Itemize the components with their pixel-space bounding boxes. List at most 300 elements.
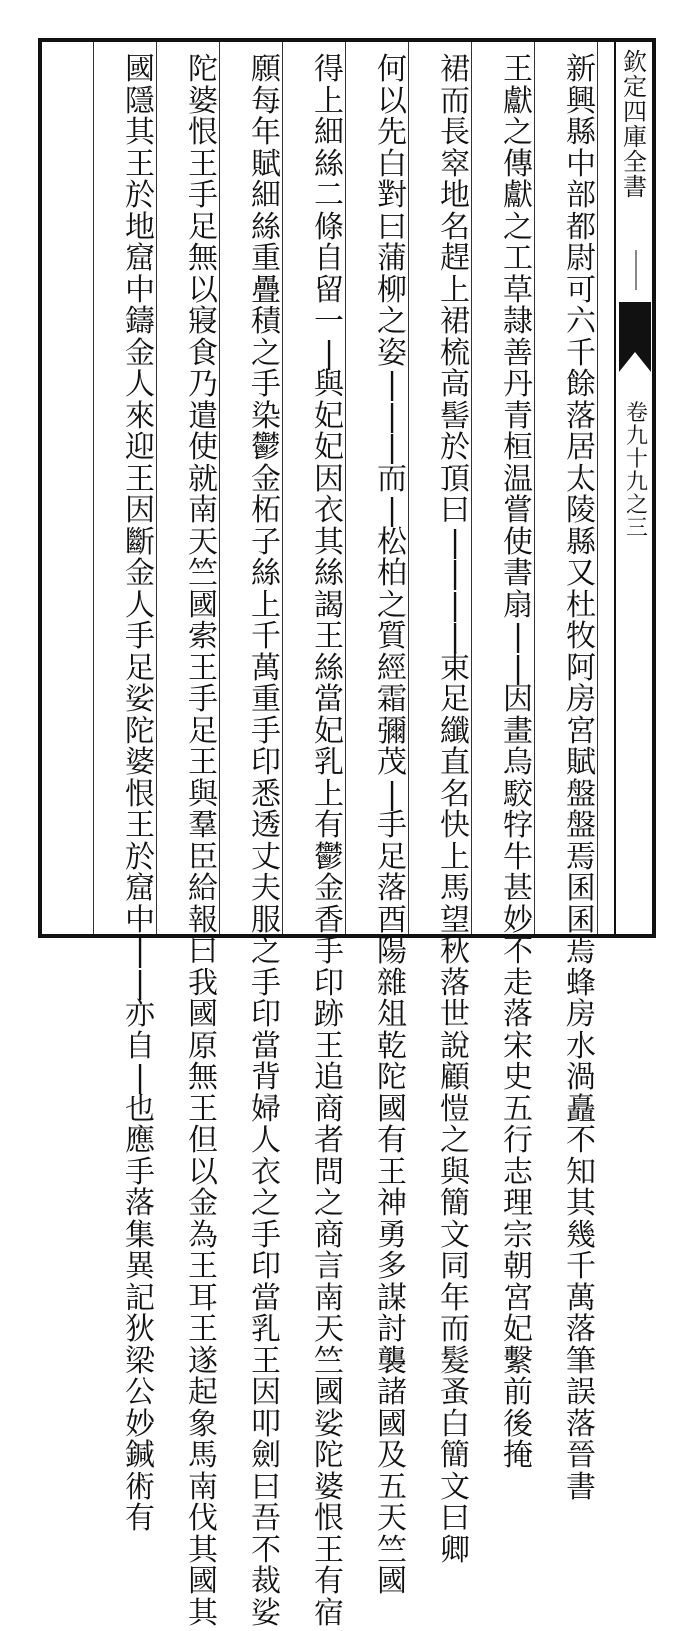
glyph: 南 [188,1469,218,1505]
glyph: 竺 [314,1343,344,1379]
glyph: 繫 [503,1343,533,1379]
glyph: 千 [566,1249,596,1284]
glyph: | [134,1060,146,1095]
glyph: 丈 [251,839,281,875]
glyph: 討 [377,1312,407,1347]
glyph: 勇 [377,1217,407,1253]
glyph: 說 [440,1028,470,1064]
glyph: 婦 [251,1091,281,1127]
glyph: 恨 [314,1501,344,1536]
glyph: 王 [188,1312,218,1347]
glyph: | [323,335,335,371]
glyph: 王 [314,1028,344,1064]
glyph: 新 [566,52,596,87]
glyph: 竺 [377,1532,407,1568]
glyph: 焉 [566,839,596,875]
glyph: 後 [503,1406,533,1442]
glyph: 乃 [188,367,218,402]
glyph: 落 [566,1406,596,1442]
gutter-volume [619,402,651,540]
glyph: 五 [377,1469,407,1505]
glyph: 當 [251,1028,281,1064]
glyph: 於 [125,178,155,213]
glyph: 條 [314,209,344,245]
glyph: 宗 [503,1217,533,1253]
glyph: 文 [440,1217,470,1253]
glyph: | [386,398,398,434]
glyph: 婆 [188,83,218,119]
glyph: | [386,430,398,465]
text-column-1 [563,52,599,1505]
glyph: 足 [440,682,470,717]
glyph: 公 [125,1375,155,1410]
glyph: 盤 [566,776,596,812]
glyph: 印 [251,745,281,780]
gutter-title [617,50,653,200]
glyph: 術 [125,1469,155,1505]
glyph: 裁 [251,1564,281,1599]
glyph: 使 [188,430,218,465]
glyph: 之 [251,335,281,371]
glyph: 鬱 [314,839,344,875]
glyph: 酉 [377,902,407,938]
glyph: 快 [440,808,470,843]
glyph: 直 [440,745,470,780]
glyph: 服 [251,902,281,938]
glyph: 記 [125,1280,155,1316]
glyph: 言 [314,1249,344,1284]
glyph: 商 [314,1217,344,1253]
glyph: 地 [440,178,470,213]
glyph: 諸 [377,1375,407,1410]
glyph: 頂 [440,461,470,497]
text-column-8 [122,52,158,1536]
glyph: 杜 [566,587,596,623]
glyph: 三 [625,516,648,541]
glyph: 陀 [314,1438,344,1473]
glyph: 傳 [503,146,533,182]
glyph: 王 [188,1091,218,1127]
glyph: 多 [377,1249,407,1284]
glyph: 盤 [566,808,596,843]
glyph: 窣 [440,146,470,182]
text-column-4 [374,52,410,1599]
glyph: 報 [188,902,218,938]
glyph: 其 [125,115,155,150]
text-column-3 [437,52,473,1568]
text-column-6 [248,52,284,1631]
glyph: 王 [188,1249,218,1284]
glyph: 梳 [440,335,470,371]
glyph: 天 [188,524,218,560]
glyph: 而 [440,83,470,119]
glyph: 問 [314,1154,344,1190]
glyph: 悉 [251,776,281,812]
glyph: 宮 [566,713,596,749]
glyph: 自 [125,1028,155,1064]
glyph: 妃 [314,713,344,749]
glyph: 天 [314,1312,344,1347]
glyph: 起 [188,1375,218,1410]
glyph: 乳 [251,1312,281,1347]
glyph: 王 [125,461,155,497]
glyph: 卿 [440,1532,470,1568]
glyph: 有 [314,1564,344,1599]
glyph: | [134,934,146,969]
glyph: 都 [566,209,596,245]
glyph: 牛 [503,839,533,875]
glyph: 妃 [314,398,344,434]
glyph: 上 [440,839,470,875]
glyph: 筆 [566,1343,596,1379]
glyph: 水 [566,1028,596,1064]
glyph: 走 [503,965,533,1001]
glyph: 丹 [503,367,533,402]
glyph: 阿 [566,650,596,686]
glyph: 幾 [566,1217,596,1253]
glyph: 囷 [566,902,596,938]
glyph: 落 [503,997,533,1032]
glyph: 知 [566,1154,596,1190]
glyph: 香 [314,902,344,938]
glyph: 以 [377,83,407,119]
text-column-7 [185,52,221,1631]
glyph: 王 [377,1154,407,1190]
glyph: 娑 [125,682,155,717]
glyph: 婆 [314,1469,344,1505]
glyph: 跡 [314,997,344,1032]
glyph: 興 [566,83,596,119]
glyph: 萬 [566,1280,596,1316]
glyph: 足 [377,839,407,875]
glyph: 有 [125,1501,155,1536]
glyph: 與 [440,1154,470,1190]
glyph: 經 [377,650,407,686]
glyph: 馬 [440,871,470,906]
glyph: 駮 [503,776,533,812]
glyph: 積 [251,304,281,339]
glyph: 獻 [503,83,533,119]
glyph: 書 [623,173,647,201]
glyph: 年 [251,115,281,150]
glyph: 襲 [377,1343,407,1379]
glyph: 金 [314,871,344,906]
glyph: 食 [188,335,218,371]
glyph: 簡 [440,1186,470,1221]
glyph: 狄 [125,1312,155,1347]
glyph: 簡 [440,1438,470,1473]
glyph: 亦 [125,997,155,1032]
glyph: 曰 [251,1469,281,1505]
glyph: 王 [503,52,533,87]
glyph: 同 [440,1249,470,1284]
glyph: 鍼 [125,1438,155,1473]
glyph: 以 [188,272,218,308]
glyph: 中 [125,902,155,938]
glyph: 五 [503,1091,533,1127]
glyph: 羣 [188,808,218,843]
glyph: 絲 [314,146,344,182]
glyph: 陀 [377,1060,407,1095]
glyph: 賦 [251,146,281,182]
glyph: 掩 [503,1438,533,1473]
glyph: 窟 [125,871,155,906]
glyph: 婆 [125,745,155,780]
glyph: 文 [440,1469,470,1505]
glyph: 印 [251,997,281,1032]
glyph: 來 [125,398,155,434]
glyph: 鑄 [125,304,155,339]
glyph: 千 [566,335,596,371]
glyph: 國 [314,1375,344,1410]
glyph: 彌 [377,713,407,749]
glyph: 夫 [251,871,281,906]
glyph: 手 [377,808,407,843]
glyph: 王 [125,146,155,182]
glyph: 及 [377,1438,407,1473]
glyph: 何 [377,52,407,87]
glyph: 當 [314,682,344,717]
glyph: 庫 [623,123,647,151]
glyph: 當 [251,1280,281,1316]
glyph: 雜 [377,965,407,1001]
glyph: 因 [251,1375,281,1410]
glyph: 有 [314,808,344,843]
glyph: 妃 [314,430,344,465]
glyph: 宋 [503,1028,533,1064]
glyph: 謀 [377,1280,407,1316]
glyph: 千 [251,619,281,654]
glyph: 竺 [188,556,218,591]
glyph: 商 [314,1091,344,1127]
glyph: 對 [377,178,407,213]
glyph: 温 [503,461,533,497]
column-rule [93,42,94,934]
glyph: 長 [440,115,470,150]
glyph: 囷 [566,871,596,906]
glyph: 質 [377,619,407,654]
glyph: 之 [503,209,533,245]
glyph: 梁 [125,1343,155,1379]
glyph: 追 [314,1060,344,1095]
glyph: 願 [251,52,281,87]
glyph: 其 [314,524,344,560]
glyph: 晉 [566,1438,596,1473]
glyph: 尉 [566,241,596,276]
glyph: 我 [188,965,218,1001]
glyph: 縣 [566,115,596,150]
glyph: 餘 [566,367,596,402]
glyph: 霜 [377,682,407,717]
glyph: 國 [188,1564,218,1599]
glyph: 甚 [503,871,533,906]
glyph: 地 [125,209,155,245]
glyph: 陵 [566,493,596,528]
glyph: 陽 [377,934,407,969]
glyph: 一 [314,304,344,339]
glyph: 國 [125,52,155,87]
glyph: 而 [440,1312,470,1347]
glyph: 部 [566,178,596,213]
glyph: 留 [314,272,344,308]
glyph: 手 [125,1154,155,1190]
glyph: 卷 [625,401,648,426]
glyph: 欽 [623,48,647,76]
glyph: 柳 [377,272,407,308]
glyph: 焉 [566,934,596,969]
glyph: 印 [314,965,344,1001]
glyph: 但 [188,1123,218,1158]
glyph: 重 [251,682,281,717]
glyph: 王 [188,745,218,780]
glyph: 曰 [440,1501,470,1536]
glyph: 手 [251,965,281,1001]
glyph: 志 [503,1154,533,1190]
glyph: 細 [251,178,281,213]
glyph: 裙 [440,304,470,339]
glyph: 索 [188,619,218,654]
glyph: 金 [251,461,281,497]
glyph: 細 [314,115,344,150]
glyph: 上 [314,776,344,812]
glyph: 使 [503,524,533,560]
glyph: | [386,493,398,528]
glyph: 不 [503,934,533,969]
glyph: 無 [188,241,218,276]
glyph: 茂 [377,745,407,780]
glyph: 隱 [125,83,155,119]
glyph: 太 [566,461,596,497]
glyph: 蚤 [440,1375,470,1410]
glyph: 年 [440,1280,470,1316]
glyph: 上 [251,587,281,623]
glyph: 王 [251,1343,281,1379]
glyph: 伐 [188,1501,218,1536]
glyph: 寢 [188,304,218,339]
glyph: 二 [314,178,344,213]
glyph: 又 [566,556,596,591]
glyph: 前 [503,1375,533,1410]
glyph: 束 [440,650,470,686]
glyph: 而 [377,461,407,497]
glyph: 其 [188,1595,218,1631]
glyph: 足 [188,209,218,245]
glyph: 俎 [377,997,407,1032]
glyph: 隷 [503,304,533,339]
glyph: 渦 [566,1060,596,1095]
glyph: 神 [377,1186,407,1221]
glyph: 與 [188,776,218,812]
glyph: 恨 [188,115,218,150]
glyph: 斷 [125,524,155,560]
glyph: | [449,556,461,591]
glyph: 謁 [314,587,344,623]
glyph: 曰 [188,934,218,969]
gutter-mark [635,250,637,290]
glyph: 中 [566,146,596,182]
glyph: 絲 [251,556,281,591]
glyph: 馬 [188,1438,218,1473]
glyph: 遣 [188,398,218,434]
glyph: 落 [125,1186,155,1221]
glyph: 異 [125,1249,155,1284]
glyph: 之 [251,1186,281,1221]
glyph: 蜂 [566,965,596,1001]
glyph: 每 [251,83,281,119]
glyph: 青 [503,398,533,434]
glyph: 理 [503,1186,533,1221]
glyph: 愷 [440,1091,470,1127]
glyph: 名 [440,209,470,245]
glyph: 衣 [314,493,344,528]
glyph: | [512,619,524,654]
glyph: | [449,524,461,560]
glyph: 絲 [314,650,344,686]
glyph: 乳 [314,745,344,780]
glyph: 烏 [503,745,533,780]
glyph: 於 [125,839,155,875]
glyph: 國 [377,1564,407,1599]
glyph: 之 [440,1123,470,1158]
glyph: 因 [125,493,155,528]
glyph: 應 [125,1123,155,1158]
glyph: 象 [188,1406,218,1442]
glyph: 自 [314,241,344,276]
glyph: 透 [251,808,281,843]
glyph: 有 [377,1123,407,1158]
glyph: 落 [566,398,596,434]
glyph: 無 [188,1060,218,1095]
glyph: 中 [125,272,155,308]
glyph: 絲 [314,556,344,591]
glyph: | [386,367,398,402]
page-gutter [615,40,655,934]
glyph: 秋 [440,934,470,969]
glyph: 妙 [125,1406,155,1442]
glyph: 牸 [503,808,533,843]
glyph: 因 [503,682,533,717]
glyph: 誤 [566,1375,596,1410]
glyph: 曰 [377,209,407,245]
glyph: 行 [503,1123,533,1158]
glyph: 嘗 [503,493,533,528]
glyph: 足 [125,650,155,686]
glyph: 金 [125,335,155,371]
glyph: 鬱 [251,430,281,465]
glyph: 居 [566,430,596,465]
glyph: 萬 [251,650,281,686]
text-column-5 [311,52,347,1631]
glyph: 草 [503,272,533,308]
glyph: 王 [188,650,218,686]
glyph: 世 [440,997,470,1032]
glyph: 國 [377,1091,407,1127]
glyph: 之 [377,304,407,339]
glyph: 手 [188,682,218,717]
glyph: 子 [251,524,281,560]
glyph: 重 [251,241,281,276]
glyph: 手 [314,934,344,969]
glyph: 南 [314,1280,344,1316]
glyph: 迎 [125,430,155,465]
glyph: 柘 [251,493,281,528]
glyph: 書 [503,556,533,591]
glyph: 落 [566,1312,596,1347]
glyph: 人 [125,587,155,623]
glyph: 房 [566,682,596,717]
glyph: 四 [623,98,647,126]
glyph: 背 [251,1060,281,1095]
